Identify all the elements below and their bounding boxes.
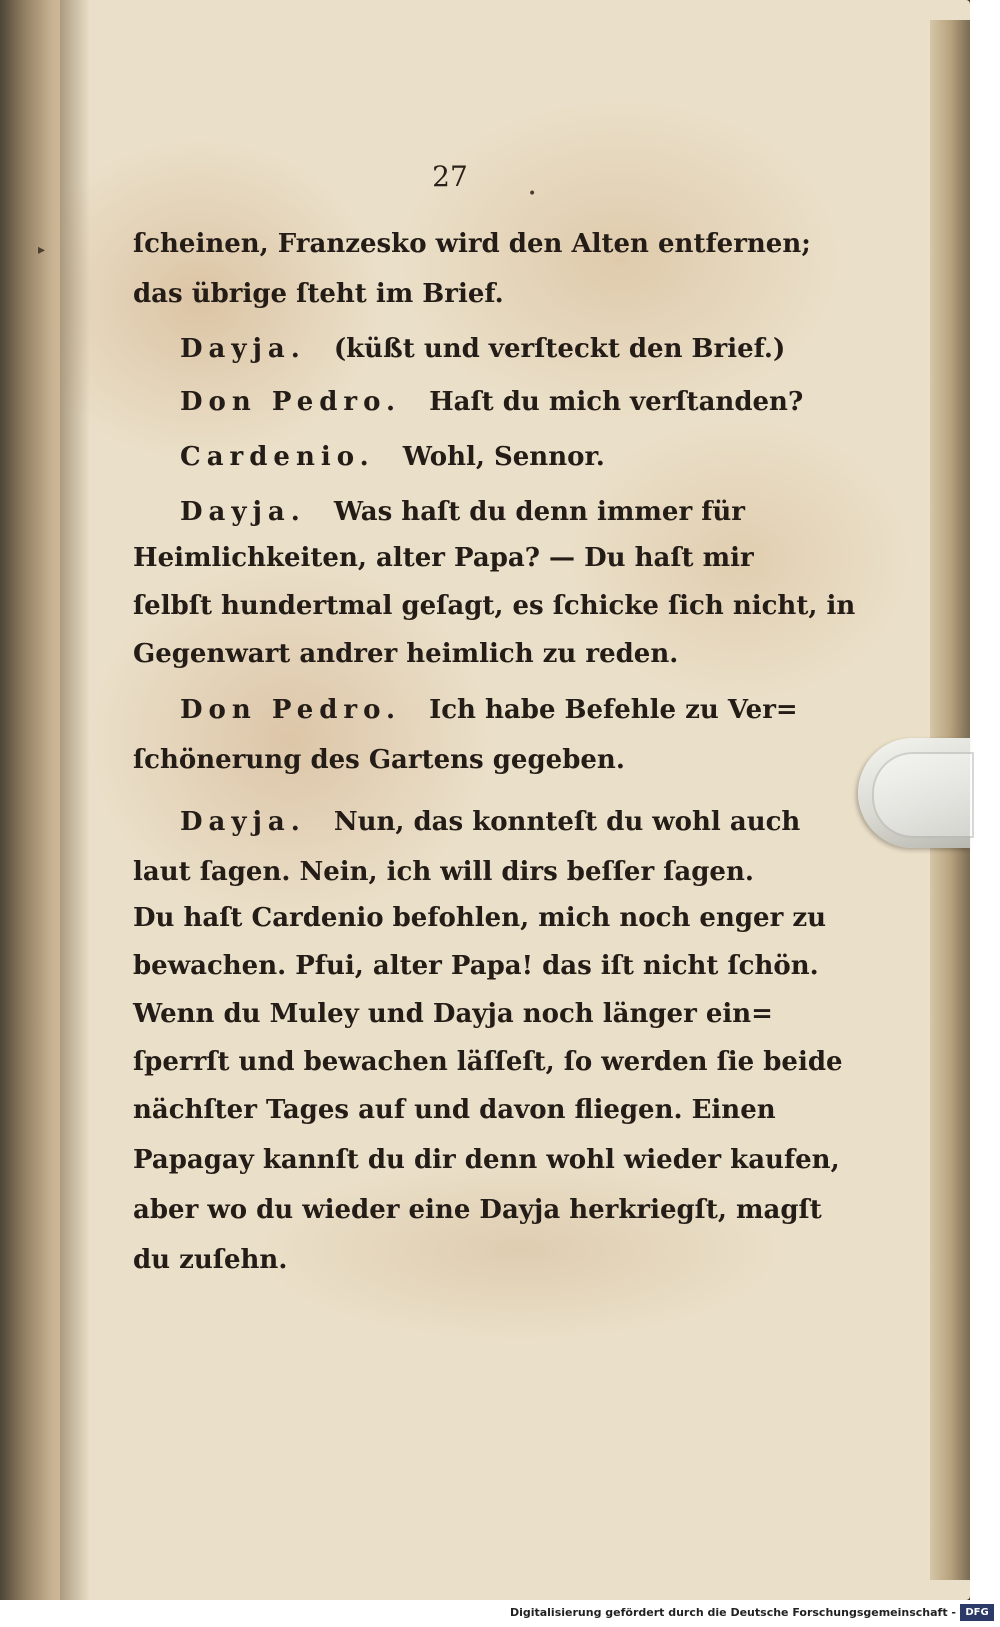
speaker-name: Dayja.: [180, 807, 306, 837]
line-text: du zuſehn.: [133, 1245, 288, 1275]
page-gutter-shadow: [60, 0, 90, 1600]
text-line: [133, 946, 819, 986]
text-line: [133, 994, 773, 1034]
line-text: laut ſagen. Nein, ich will dirs beſſer ſagen.: [133, 857, 754, 887]
page-clip-highlight: [872, 752, 974, 838]
speaker-name: Dayja.: [180, 334, 306, 364]
text-line: [133, 274, 504, 314]
line-text: Wenn du Muley und Dayja noch länger ein=: [133, 999, 773, 1029]
text-line: [133, 1240, 287, 1280]
speaker-name: Don Pedro.: [180, 695, 402, 725]
line-text: bewachen. Pfui, alter Papa! das iſt nicht ſchön.: [133, 951, 819, 981]
line-text: das übrige ſteht im Brief.: [133, 279, 504, 309]
line-text: ſchönerung des Gartens gegeben.: [133, 745, 625, 775]
text-line: [180, 437, 605, 477]
text-line: [133, 586, 855, 626]
footer-credit: Digitalisierung gefördert durch die Deutsche Forschungsgemeinschaft -: [509, 1606, 956, 1619]
line-text: Haſt du mich verſtanden?: [429, 387, 804, 417]
line-text: ſperrſt und bewachen läſſeſt, ſo werden ſie beide: [133, 1047, 843, 1077]
line-text: Wohl, Sennor.: [402, 442, 605, 472]
text-line: [180, 802, 800, 842]
line-text: ſelbſt hundertmal geſagt, es ſchicke ſich nicht, in: [133, 591, 856, 621]
line-text: ſcheinen, Franzesko wird den Alten entfernen;: [133, 229, 811, 259]
ink-speck: •: [528, 186, 537, 202]
line-text: (küßt und verſteckt den Brief.): [333, 334, 786, 364]
text-line: [133, 1190, 822, 1230]
text-line: [180, 690, 798, 730]
line-text: Ich habe Befehle zu Ver=: [429, 695, 798, 725]
text-line: [133, 898, 826, 938]
text-line: [180, 329, 785, 369]
text-line: [133, 1042, 843, 1082]
line-text: nächſter Tages auf und davon fliegen. Einen: [133, 1095, 776, 1125]
text-line: [133, 538, 754, 578]
footer-bar: [0, 1600, 1000, 1627]
line-text: aber wo du wieder eine Dayja herkriegſt, magſt: [133, 1195, 822, 1225]
speaker-name: Don Pedro.: [180, 387, 402, 417]
speaker-name: Cardenio.: [180, 442, 375, 472]
speaker-name: Dayja.: [180, 497, 306, 527]
text-line: [180, 492, 745, 532]
line-text: Du haſt Cardenio befohlen, mich noch enger zu: [133, 903, 826, 933]
text-line: [133, 1090, 776, 1130]
line-text: Papagay kannſt du dir denn wohl wieder kaufen,: [133, 1145, 840, 1175]
text-line: [133, 852, 754, 892]
page-number: 27: [432, 160, 468, 193]
line-text: Heimlichkeiten, alter Papa? — Du haſt mir: [133, 543, 754, 573]
text-line: [133, 1140, 840, 1180]
ink-speck: ▸: [38, 242, 46, 258]
text-line: [133, 634, 678, 674]
line-text: Nun, das konnteſt du wohl auch: [333, 807, 801, 837]
text-line: [133, 740, 625, 780]
line-text: Was haſt du denn immer für: [333, 497, 745, 527]
line-text: Gegenwart andrer heimlich zu reden.: [133, 639, 679, 669]
text-line: [133, 224, 811, 264]
text-line: [180, 382, 803, 422]
dfg-logo: DFG: [960, 1604, 994, 1621]
